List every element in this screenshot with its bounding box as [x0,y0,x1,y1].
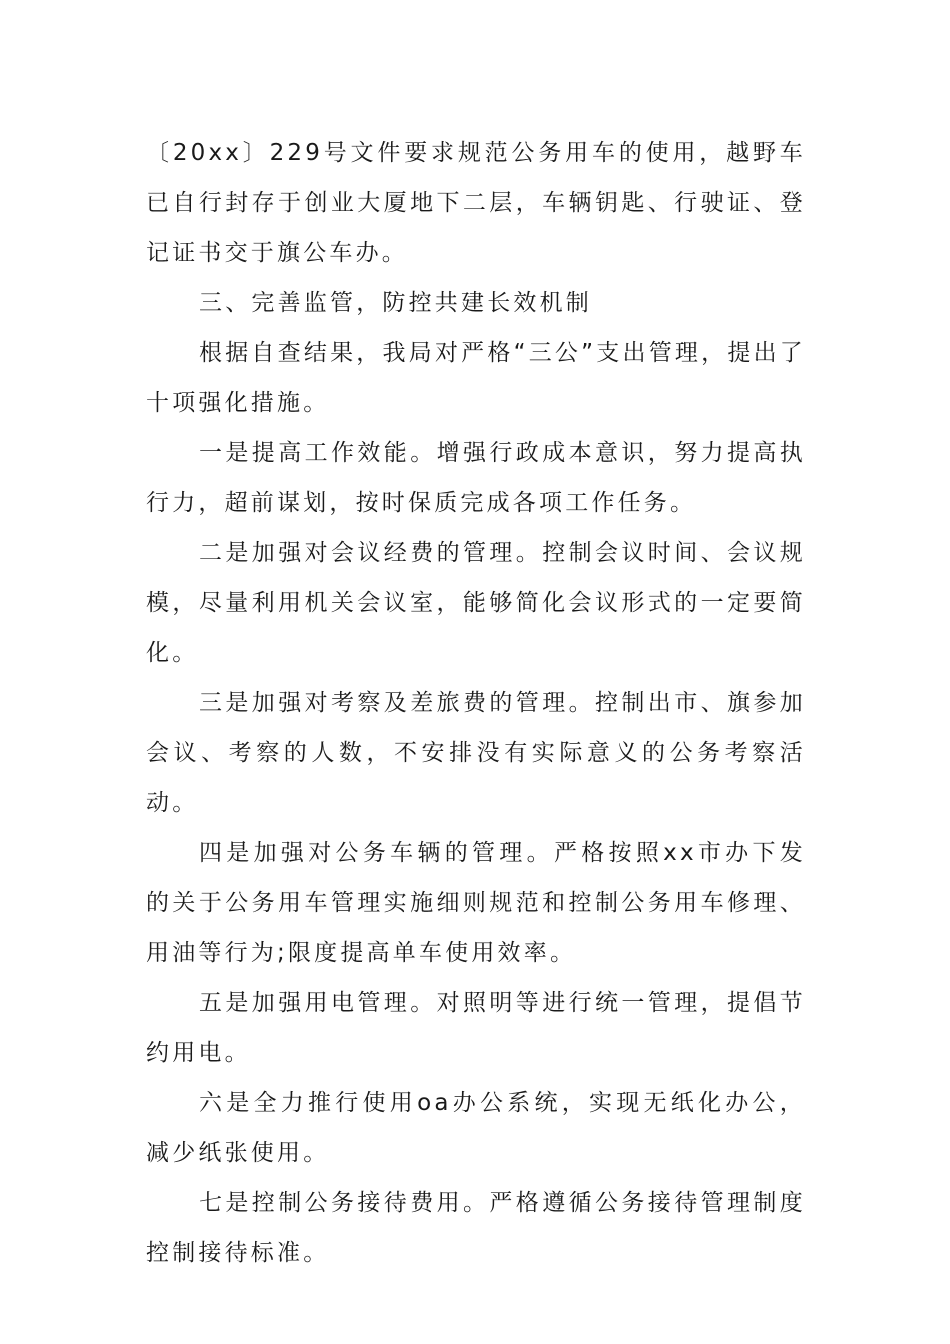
measure-7: 七是控制公务接待费用。严格遵循公务接待管理制度控制接待标准。 [146,1190,806,1266]
document-page [146,128,806,1278]
measure-4: 四是加强对公务车辆的管理。严格按照xx市办下发的关于公务用车管理实施细则规范和控制公务用车修理、用油等行为;限度提高单车使用效率。 [146,840,806,966]
measure-2: 二是加强对会议经费的管理。控制会议时间、会议规模，尽量利用机关会议室，能够简化会议形式的一定要简化。 [146,540,806,666]
measure-5: 五是加强用电管理。对照明等进行统一管理，提倡节约用电。 [146,990,806,1066]
measure-1: 一是提高工作效能。增强行政成本意识，努力提高执行力，超前谋划，按时保质完成各项工作任务。 [146,440,806,516]
section-heading: 三、完善监管，防控共建长效机制 [199,290,592,316]
measure-3: 三是加强对考察及差旅费的管理。控制出市、旗参加会议、考察的人数，不安排没有实际意义的公务考察活动。 [146,690,806,816]
paragraph-1: 〔20xx〕229号文件要求规范公务用车的使用，越野车已自行封存于创业大厦地下二层，车辆钥匙、行驶证、登记证书交于旗公车办。 [146,140,806,266]
measure-6: 六是全力推行使用oa办公系统，实现无纸化办公，减少纸张使用。 [146,1090,806,1166]
paragraph-3: 根据自查结果，我局对严格“三公”支出管理，提出了十项强化措施。 [146,340,806,416]
